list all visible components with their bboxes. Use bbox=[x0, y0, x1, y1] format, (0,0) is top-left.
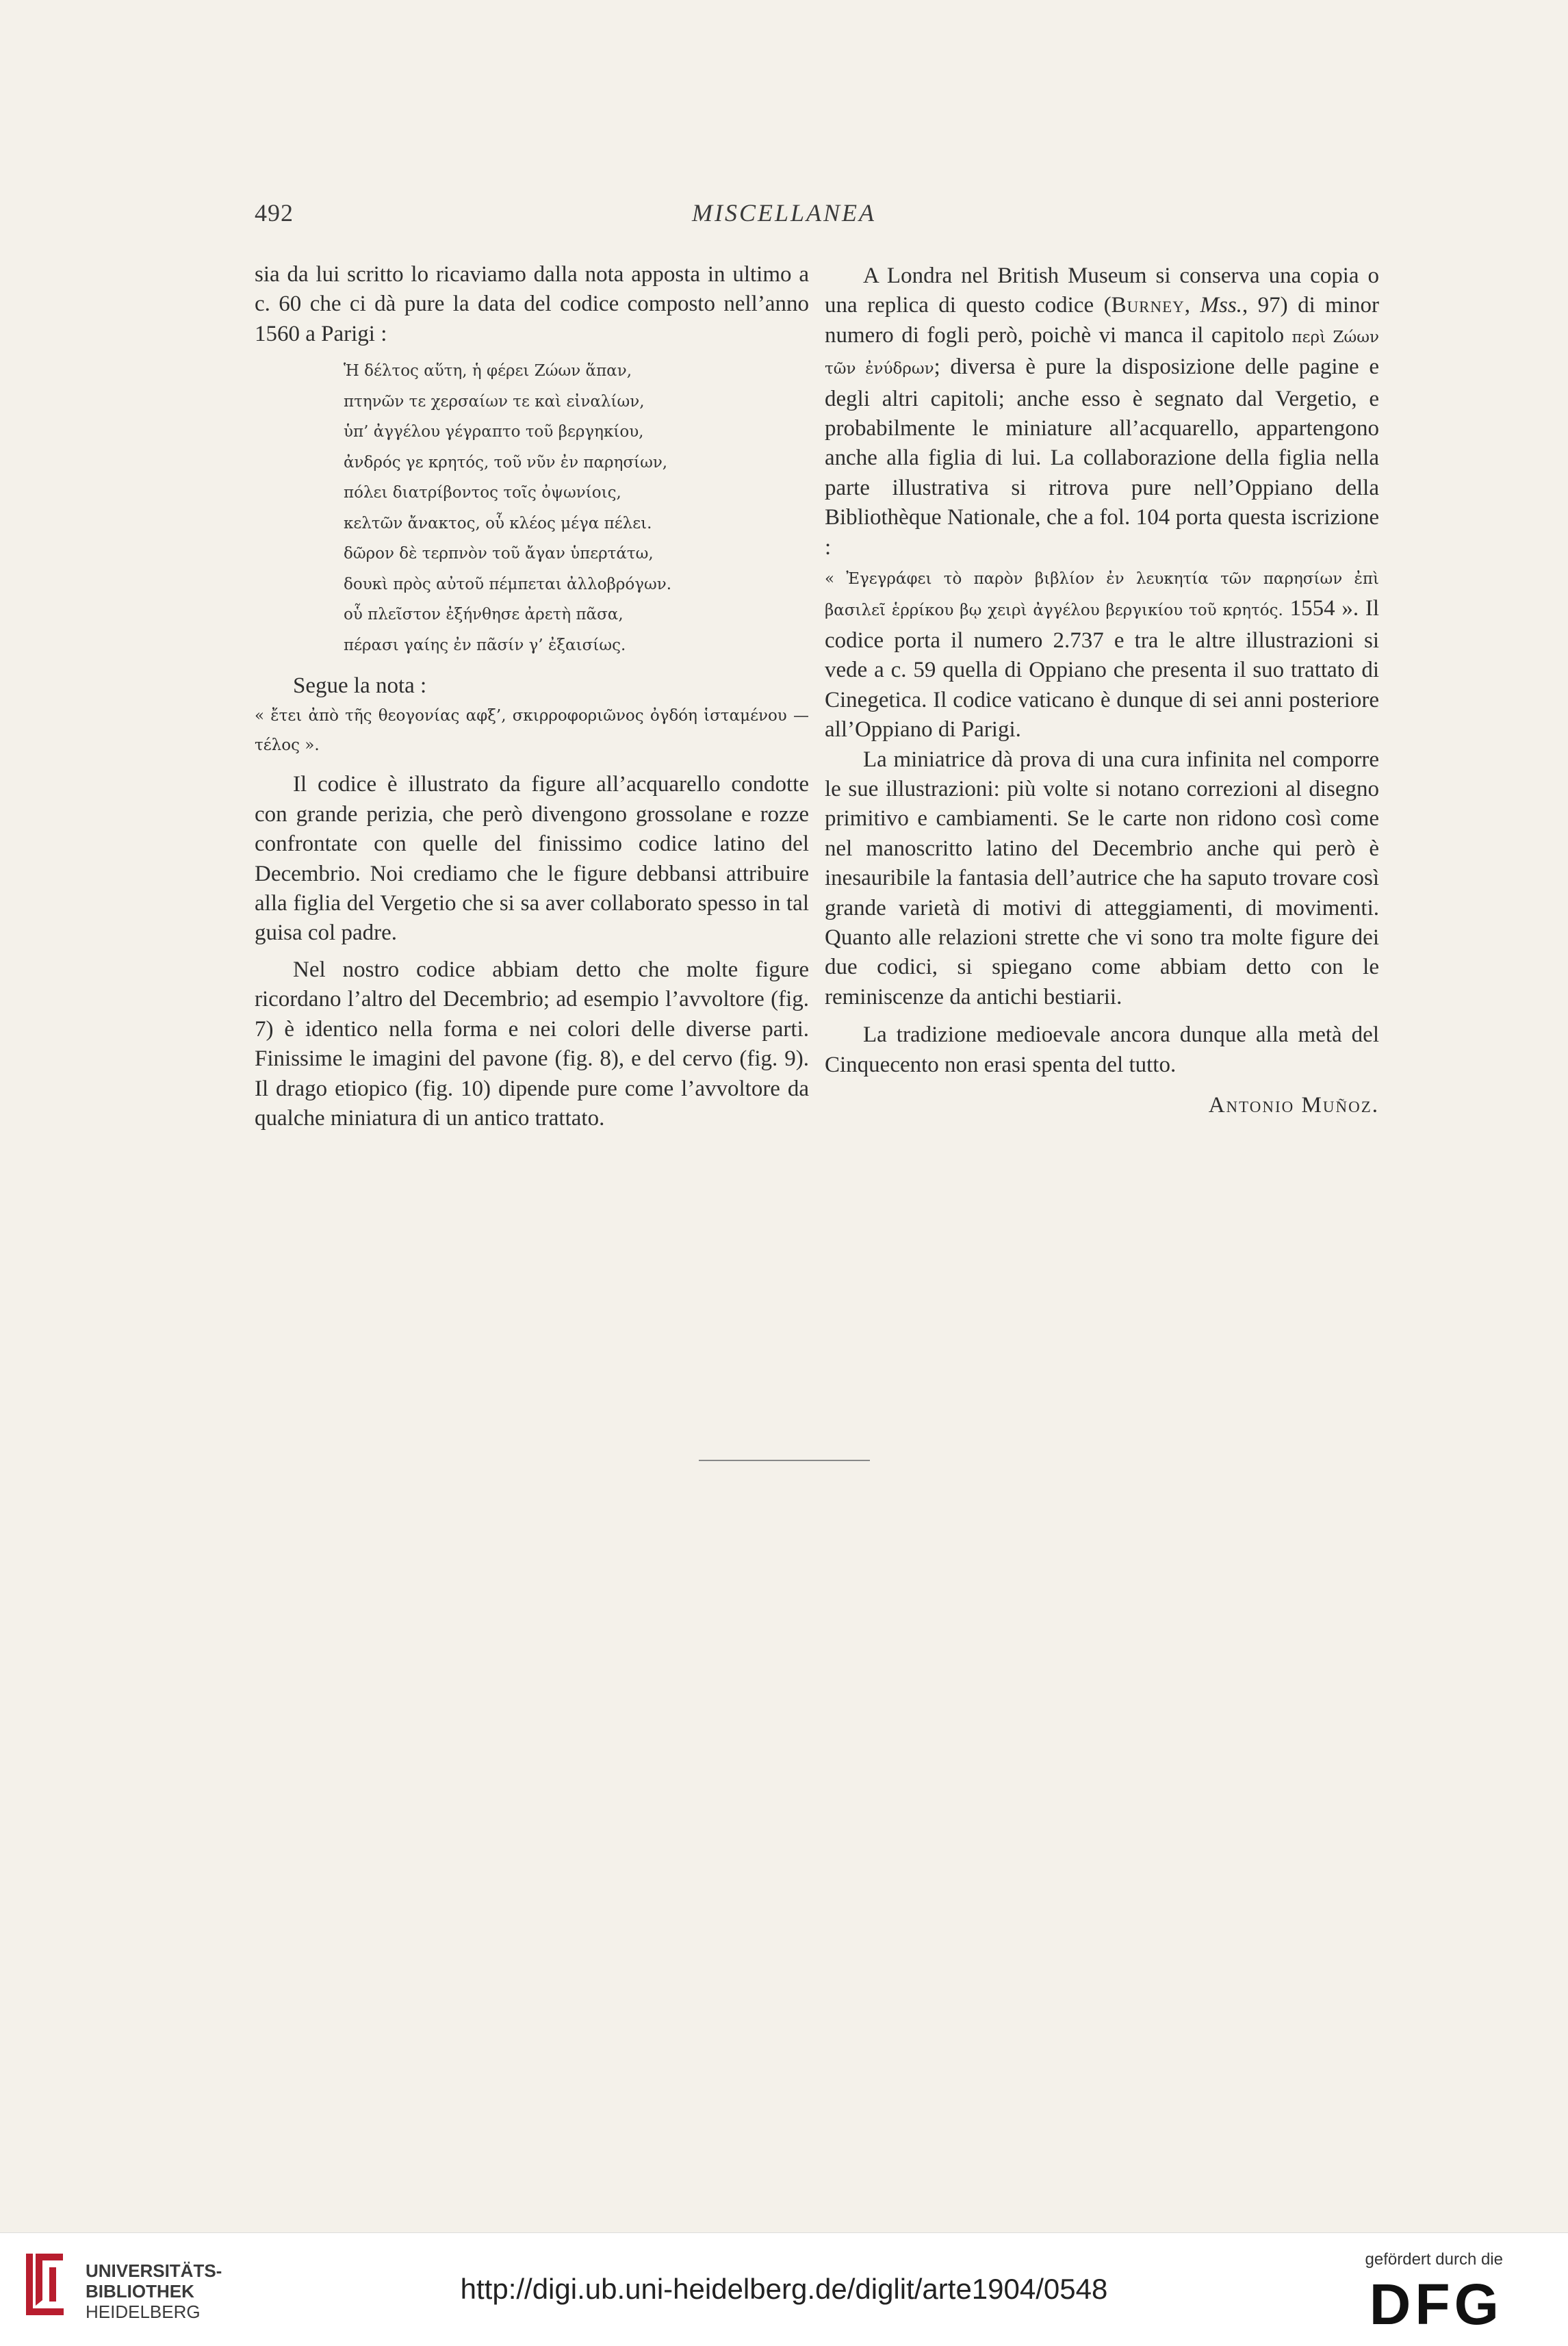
verse-line: πτηνῶν τε χερσαίων τε καὶ εἰναλίων, bbox=[344, 392, 645, 411]
paragraph: La tradizione medioevale ancora dunque alla metà del Cinquecento non erasi spenta del tutto. bbox=[825, 1022, 1379, 1077]
paragraph: A Londra nel British Museum si conserva una copia o una replica di questo codice (Burney, Mss., 97) di minor numero di fogli però, poichè vi manca il capitolo περὶ Ζώων τῶν ἐνύδρων; diversa è pure la disposizione delle pagine e degli altri capitoli; anche esso è segnato dal Vergetio, e probabilmente le miniature all’acquarello, appartengono anche alla figlia di lui. La collaborazione della figlia nella parte illustrativa si ritrova pure nell’Oppiano della Bibliothèque Nationale, che a fol. 104 porta questa iscrizione : bbox=[825, 263, 1380, 560]
text-run: A Londra nel British Museum si conserva una copia o una replica di questo codice ( bbox=[825, 263, 1379, 318]
paragraph: sia da lui scritto lo ricaviamo dalla nota apposta in ultimo a c. 60 che ci dà pure la data del codice composto nell’anno 1560 a Parigi : bbox=[255, 262, 809, 346]
verse-line: πόλει διατρίβοντος τοῖς ὀψωνίοις, bbox=[344, 484, 621, 502]
text-run: 1554 ». Il codice porta il numero 2.737 e tra le altre illustrazioni si vede a c. 59 quella di Oppiano che presenta il suo trattato di Cinegetica. Il codice vaticano è dunque di sei anni posteriore all’Oppiano di Parigi. bbox=[825, 596, 1379, 743]
verse-line: δῶρον δὲ τερπνὸν τοῦ ἄγαν ὑπερτάτω, bbox=[344, 545, 654, 563]
paragraph: Nel nostro codice abbiam detto che molte figure ricordano l’altro del Decembrio; ad esempio l’avvoltore (fig. 7) è identico nella forma e nei colori delle diverse parti. Finissime le imagini del pavone (fig. 8), e del cervo (fig. 9). Il drago etiopico (fig. 10) dipende pure come l’avvoltore da qualche miniatura di un antico trattato. bbox=[255, 957, 809, 1131]
greek-quote: « Ἐγεγράφει τὸ παρὸν βιβλίον ἐν λευκητία τῶν παρησίων ἐπὶ βασιλεῖ ἑρρίκου βῳ χειρὶ ἀγγέλου βεργικίου τοῦ κρητός. bbox=[825, 570, 1379, 620]
verse-line: οὗ πλεῖστον ἐξήνθησε ἀρετὴ πᾶσα, bbox=[344, 606, 624, 624]
manuscript-ref: Mss. bbox=[1200, 293, 1242, 318]
greek-verse bbox=[344, 356, 809, 660]
left-column bbox=[255, 260, 809, 1133]
greek-quote: « ἔτει ἀπὸ τῆς θεογονίας αφξ’, σκιρροφοριῶνος ὀγδόη ἱσταμένου — τέλος ». bbox=[255, 706, 809, 755]
library-name-line: BIBLIOTHEK bbox=[86, 2281, 194, 2302]
verse-line: κελτῶν ἄνακτος, οὗ κλέος μέγα πέλει. bbox=[344, 514, 652, 532]
permalink[interactable]: http://digi.ub.uni-heidelberg.de/diglit/arte1904/0548 bbox=[460, 2273, 1108, 2305]
footer-bar bbox=[0, 2232, 1568, 2346]
text-run: ; diversa è pure la disposizione delle pagine e degli altri capitoli; anche esso è segnato dal Vergetio, e probabilmente le miniature all’acquarello, appartengono anche alla figlia di lui. La collaborazione della figlia nella parte illustrativa si ritrova pure nell’Oppiano della Bibliothèque Nationale, che a fol. 104 porta questa iscrizione : bbox=[825, 355, 1379, 560]
dfg-logo-icon: DFG bbox=[1369, 2272, 1503, 2336]
greek-inline: περὶ Ζώων τῶν ἐνύδρων bbox=[825, 328, 1380, 378]
text-run: , 97) di minor numero di fogli però, poichè vi manca il capitolo bbox=[825, 293, 1380, 348]
paragraph: Il codice è illustrato da figure all’acquarello condotte con grande perizia, che però divengono grossolane e rozze confrontate con quelle del finissimo codice latino del Decembrio. Noi crediamo che le figure debbansi attribuire alla figlia del Vergetio che si sa aver collaborato spesso in tal guisa col padre. bbox=[255, 772, 809, 946]
paragraph: Segue la nota : bbox=[293, 673, 427, 699]
library-name-line: HEIDELBERG bbox=[86, 2302, 201, 2322]
end-rule bbox=[699, 1460, 870, 1461]
library-name-line: UNIVERSITÄTS- bbox=[86, 2260, 222, 2281]
funding-label: gefördert durch die bbox=[1365, 2250, 1503, 2269]
author-signature: Antonio Muñoz. bbox=[1208, 1092, 1379, 1118]
verse-line: πέρασι γαίης ἐν πᾶσίν γ’ ἐξαισίως. bbox=[344, 636, 626, 654]
verse-line: ἀνδρός γε κρητός, τοῦ νῦν ἐν παρησίων, bbox=[344, 453, 668, 472]
right-column bbox=[825, 261, 1379, 1120]
paragraph: La miniatrice dà prova di una cura infinita nel comporre le sue illustrazioni: più volte si notano correzioni al disegno primitivo e cambiamenti. Se le carte non ridono così come nel manoscritto latino del Decembrio anche qui però è inesauribile la fantasia dell’autrice che ha saputo trovare così grande varietà di motivi di atteggiamenti, di movimenti. Quanto alle relazioni strette che vi sono tra molte figure dei due codici, si spiegano come abbiam detto con le reminiscenze da antichi bestiarii. bbox=[825, 747, 1379, 1009]
verse-line: δουκὶ πρὸς αὐτοῦ πέμπεται ἀλλοβρόγων. bbox=[344, 575, 672, 593]
verse-line: Ἡ δέλτος αὕτη, ἡ φέρει Ζώων ἅπαν, bbox=[344, 362, 632, 381]
author-name: Burney bbox=[1111, 293, 1185, 318]
running-title: MISCELLANEA bbox=[691, 199, 876, 227]
verse-line: ὑπ’ ἀγγέλου γέγραπτο τοῦ βεργηκίου, bbox=[344, 423, 644, 441]
paragraph bbox=[825, 563, 1379, 745]
page-number: 492 bbox=[255, 199, 294, 227]
